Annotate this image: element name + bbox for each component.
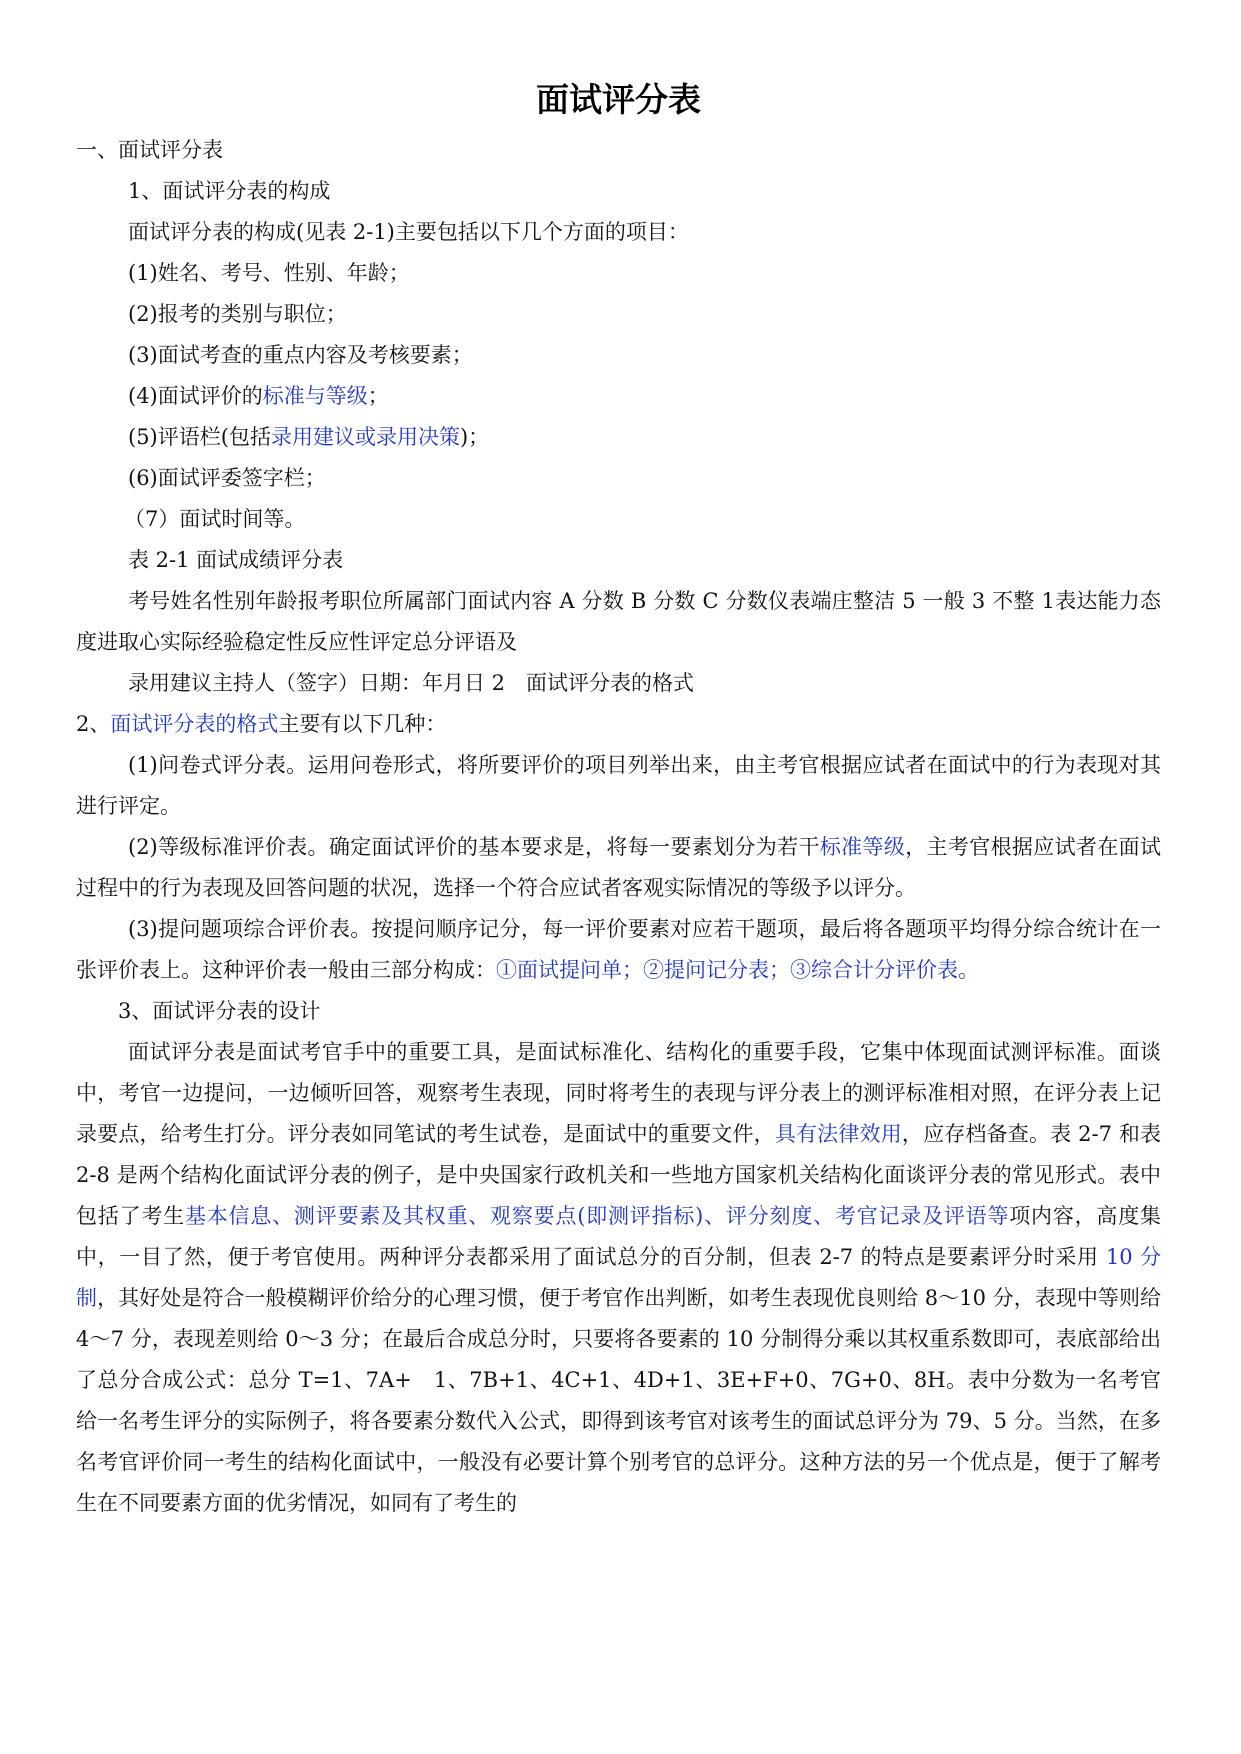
list-item-4-link[interactable]: 标准与等级 [262, 384, 368, 408]
list-item-4-end: ； [367, 384, 389, 408]
design-link-3[interactable]: 10 分制 [76, 1245, 1161, 1310]
design-link-1[interactable]: 具有法律效用 [774, 1122, 902, 1146]
section-heading-2-number: 2、 [76, 712, 111, 736]
list-item-5-link[interactable]: 录用建议或录用决策 [270, 425, 460, 449]
design-text-2: ，应存档备查。表 2-7 和表 2-8 是两个结构化面试评分表的例子，是中央国家行政机关和一些地方国家机关结构化面谈评分表的常见形式。表中包括了考生 [76, 1122, 1161, 1228]
table-content-text [76, 581, 1161, 663]
page-title: 面试评分表 [536, 80, 701, 119]
format-3-link[interactable]: ①面试提问单；②提问记分表；③综合计分评价表。 [496, 958, 979, 982]
list-item-5 [76, 417, 1161, 458]
format-paragraph-3 [76, 909, 1161, 991]
subsection-heading-1-1: 1、面试评分表的构成 [128, 179, 331, 203]
list-item-5-end: )； [459, 425, 490, 449]
table-line-3: 录用建议主持人（签字）日期：年月日 2 面试评分表的格式 [128, 671, 695, 695]
list-item-6: (6)面试评委签字栏； [128, 466, 326, 490]
table-line-2: 表达能力态度进取心实际经验稳定性反应性评定总分评语及 [76, 589, 1161, 654]
list-item-5-text: (5)评语栏(包括 [128, 425, 271, 449]
design-link-2[interactable]: 基本信息、测评要素及其权重、观察要点(即测评指标)、评分刻度、考官记录及评语等 [184, 1204, 1010, 1228]
intro-paragraph: 面试评分表的构成(见表 2-1)主要包括以下几个方面的项目： [128, 220, 689, 244]
design-text-1: 面试评分表是面试考官手中的重要工具，是面试标准化、结构化的重要手段，它集中体现面试测评标准。面谈中，考官一边提问，一边倾听回答，观察考生表现，同时将考生的表现与评分表上的测评标准相对照，在评分表上记录要点，给考生打分。评分表如同笔试的考生试卷，是面试中的重要文件， [76, 1040, 1161, 1146]
table-line-1: 考号姓名性别年龄报考职位所属部门面试内容 A 分数 B 分数 C 分数仪表端庄整洁 5 一般 3 不整 1 [128, 589, 1055, 613]
list-item-4 [76, 376, 1161, 417]
format-3-text: (3)提问题项综合评价表。按提问顺序记分，每一评价要素对应若干题项，最后将各题项平均得分综合统计在一张评价表上。这种评价表一般由三部分构成： [76, 917, 1161, 982]
list-item-1: (1)姓名、考号、性别、年龄； [128, 261, 410, 285]
section-heading-2-text: 主要有以下几种： [278, 712, 447, 736]
section-heading-2-link[interactable]: 面试评分表的格式 [110, 712, 279, 736]
list-item-2: (2)报考的类别与职位； [128, 302, 347, 326]
section-heading-1: 一、面试评分表 [76, 138, 223, 162]
table-caption: 表 2-1 面试成绩评分表 [128, 548, 344, 572]
format-paragraph-1: (1)问卷式评分表。运用问卷形式，将所要评价的项目列举出来，由主考官根据应试者在面试中的行为表现对其进行评定。 [76, 753, 1161, 818]
list-item-4-text: (4)面试评价的 [128, 384, 263, 408]
list-item-3: (3)面试考查的重点内容及考核要素； [128, 343, 473, 367]
subsection-heading-3: 3、面试评分表的设计 [118, 999, 321, 1023]
design-paragraph [76, 1032, 1161, 1524]
design-text-4: ，其好处是符合一般模糊评价给分的心理习惯，便于考官作出判断，如考生表现优良则给 8～10 分，表现中等则给 4～7 分，表现差则给 0～3 分；在最后合成总分时，只要将各要素的 10 分制得分乘以其权重系数即可，表底部给出了总分合成公式：总分 T=1、7A+ 1、7B+1、4C+1、4D+1、3E+F+0、7G+0、8H。表中分数为一名考官给一名考生评分的实际例子，将各要素分数代入公式，即得到该考官对该考生的面试总评分为 79、5 分。当然，在多名考官评价同一考生的结构化面试中，一般没有必要计算个别考官的总评分。这种方法的另一个优点是，便于了解考生在不同要素方面的优劣情况，如同有了考生的 [76, 1286, 1162, 1515]
format-2-text: (2)等级标准评价表。确定面试评价的基本要求是，将每一要素划分为若干 [128, 835, 820, 859]
format-paragraph-2 [76, 827, 1161, 909]
format-2-link[interactable]: 标准等级 [819, 835, 906, 859]
section-heading-2 [76, 704, 1161, 745]
format-2-text-end: ，主考官根据应试者在面试过程中的行为表现及回答问题的状况，选择一个符合应试者客观实际情况的等级予以评分。 [76, 835, 1162, 900]
design-text-3: 项内容，高度集中，一目了然，便于考官使用。两种评分表都采用了面试总分的百分制，但表 2-7 的特点是要素评分时采用 [76, 1204, 1162, 1269]
list-item-7: （7）面试时间等。 [124, 507, 306, 531]
